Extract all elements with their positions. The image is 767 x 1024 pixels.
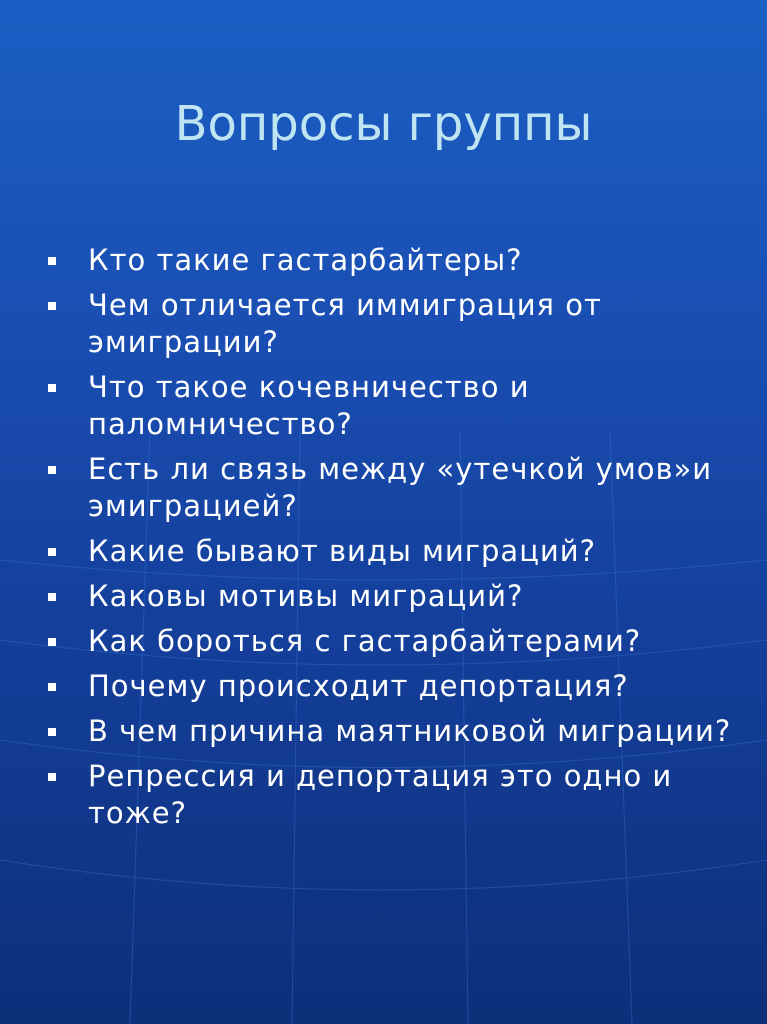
list-item-text: Как бороться с гастарбайтерами?: [88, 624, 642, 658]
square-bullet-icon: [48, 466, 56, 474]
list-item: [44, 623, 744, 660]
square-bullet-icon: [48, 548, 56, 556]
list-item-text: Что такое кочевничество и паломничество?: [88, 370, 530, 441]
list-item: [44, 533, 744, 570]
list-item-text: Есть ли связь между «утечкой умов»и эмиграцией?: [88, 452, 713, 523]
square-bullet-icon: [48, 257, 56, 265]
list-item: [44, 451, 744, 525]
list-item-text: Чем отличается иммиграция от эмиграции?: [88, 288, 602, 359]
slide-title: Вопросы группы: [174, 96, 593, 152]
square-bullet-icon: [48, 638, 56, 646]
list-item-text: Какие бывают виды миграций?: [88, 534, 597, 568]
list-item: [44, 758, 744, 832]
list-item: [44, 369, 744, 443]
square-bullet-icon: [48, 593, 56, 601]
square-bullet-icon: [48, 683, 56, 691]
list-item-text: Репрессия и депортация это одно и тоже?: [88, 759, 673, 830]
square-bullet-icon: [48, 728, 56, 736]
list-item: [44, 713, 744, 750]
list-item: [44, 668, 744, 705]
square-bullet-icon: [48, 773, 56, 781]
question-list: [44, 242, 744, 840]
list-item: [44, 242, 744, 279]
square-bullet-icon: [48, 384, 56, 392]
list-item: [44, 287, 744, 361]
list-item-text: Каковы мотивы миграций?: [88, 579, 524, 613]
list-item-text: Почему происходит депортация?: [88, 669, 629, 703]
square-bullet-icon: [48, 302, 56, 310]
list-item: [44, 578, 744, 615]
list-item-text: Кто такие гастарбайтеры?: [88, 243, 523, 277]
list-item-text: В чем причина маятниковой миграции?: [88, 714, 732, 748]
